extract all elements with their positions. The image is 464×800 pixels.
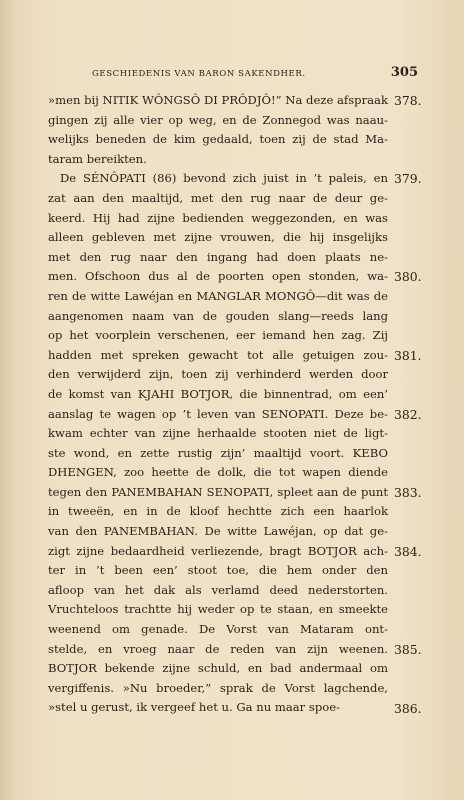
text-line: aanslag te wagen op ’t leven van SENOPATI. Deze be-: [48, 406, 388, 421]
text-line: zigt zijne bedaardheid verliezende, bragt BOTJOR ach-: [48, 543, 388, 558]
verse-number: 385.: [394, 641, 422, 657]
verse-number: 380.: [394, 269, 422, 285]
text-line: taram bereikten.: [48, 151, 147, 166]
text-line: Vruchteloos trachtte hij weder op te staan, en smeekte: [48, 602, 388, 617]
body-text: [48, 91, 388, 718]
text-line: men. Ofschoon dus al de poorten open stonden, wa-: [48, 269, 388, 284]
text-line: de komst van KJAHI BOTJOR, die binnentrad, om een’: [48, 386, 388, 401]
text-line: vergiffenis. »Nu broeder,” sprak de Vorst lagchende,: [48, 680, 388, 695]
verse-number: 381.: [394, 347, 422, 363]
text-line: »stel u gerust, ik vergeef het u. Ga nu maar spoe-: [48, 700, 341, 715]
text-line: zat aan den maaltijd, met den rug naar de deur ge-: [48, 190, 388, 205]
text-line: afloop van het dak als verlamd deed nederstorten.: [48, 582, 388, 597]
text-line: in tweeën, en in de kloof hechtte zich een haarlok: [48, 504, 388, 519]
text-line: DHENGEN, zoo heette de dolk, die tot wapen diende: [48, 465, 388, 480]
text-line: weenend om genade. De Vorst van Mataram ont-: [48, 622, 388, 637]
verse-number: 386.: [394, 700, 422, 716]
verse-number: 384.: [394, 543, 422, 559]
text-line: tegen den PANEMBAHAN SENOPATI, spleet aan de punt: [48, 484, 388, 499]
text-line: stelde, en vroeg naar de reden van zijn weenen.: [48, 641, 388, 656]
verse-number: 378.: [394, 93, 422, 108]
text-line: gingen zij alle vier op weg, en de Zonnegod was naau-: [48, 112, 388, 127]
running-title: GESCHIEDENIS VAN BARON SAKENDHER.: [92, 69, 306, 79]
verse-number: 382.: [394, 406, 422, 422]
text-line: met den rug naar den ingang had doen plaats ne-: [48, 249, 388, 264]
verse-number: 379.: [394, 171, 422, 187]
text-line: den verwijderd zijn, toen zij verhinderd werden door: [48, 367, 388, 382]
text-line: »men bij NITIK WÔNGSÔ DI PRÔDJÔ!” Na deze afspraak: [48, 93, 388, 107]
running-header: [92, 66, 418, 82]
text-line: ste wond, en zette rustig zijn’ maaltijd voort. KEBO: [48, 445, 388, 460]
verse-number: 383.: [394, 485, 422, 500]
page-number: 305: [390, 65, 418, 80]
text-line: van den PANEMBAHAN. De witte Lawéjan, op dat ge-: [48, 524, 388, 539]
text-line: BOTJOR bekende zijne schuld, en bad andermaal om: [48, 661, 388, 676]
text-line: kwam echter van zijne herhaalde stooten niet de ligt-: [48, 426, 388, 441]
text-line: hadden met spreken gewacht tot alle getuigen zou-: [48, 347, 388, 362]
text-line: aangenomen naam van de gouden slang—reeds lang: [48, 308, 388, 323]
text-line: welijks beneden de kim gedaald, toen zij de stad Ma-: [48, 132, 388, 147]
text-line: op het voorplein verschenen, eer iemand hen zag. Zij: [48, 328, 388, 343]
text-line: ren de witte Lawéjan en MANGLAR MONGÔ—dit was de: [48, 288, 388, 303]
text-line: alleen gebleven met zijne vrouwen, die hij insgelijks: [48, 230, 388, 245]
text-line: keerd. Hij had zijne bedienden weggezonden, en was: [48, 210, 388, 225]
text-line: De SÉNÔPATI (86) bevond zich juist in ’t paleis, en: [60, 171, 388, 186]
text-line: ter in ’t been een’ stoot toe, die hem onder den: [48, 563, 388, 578]
